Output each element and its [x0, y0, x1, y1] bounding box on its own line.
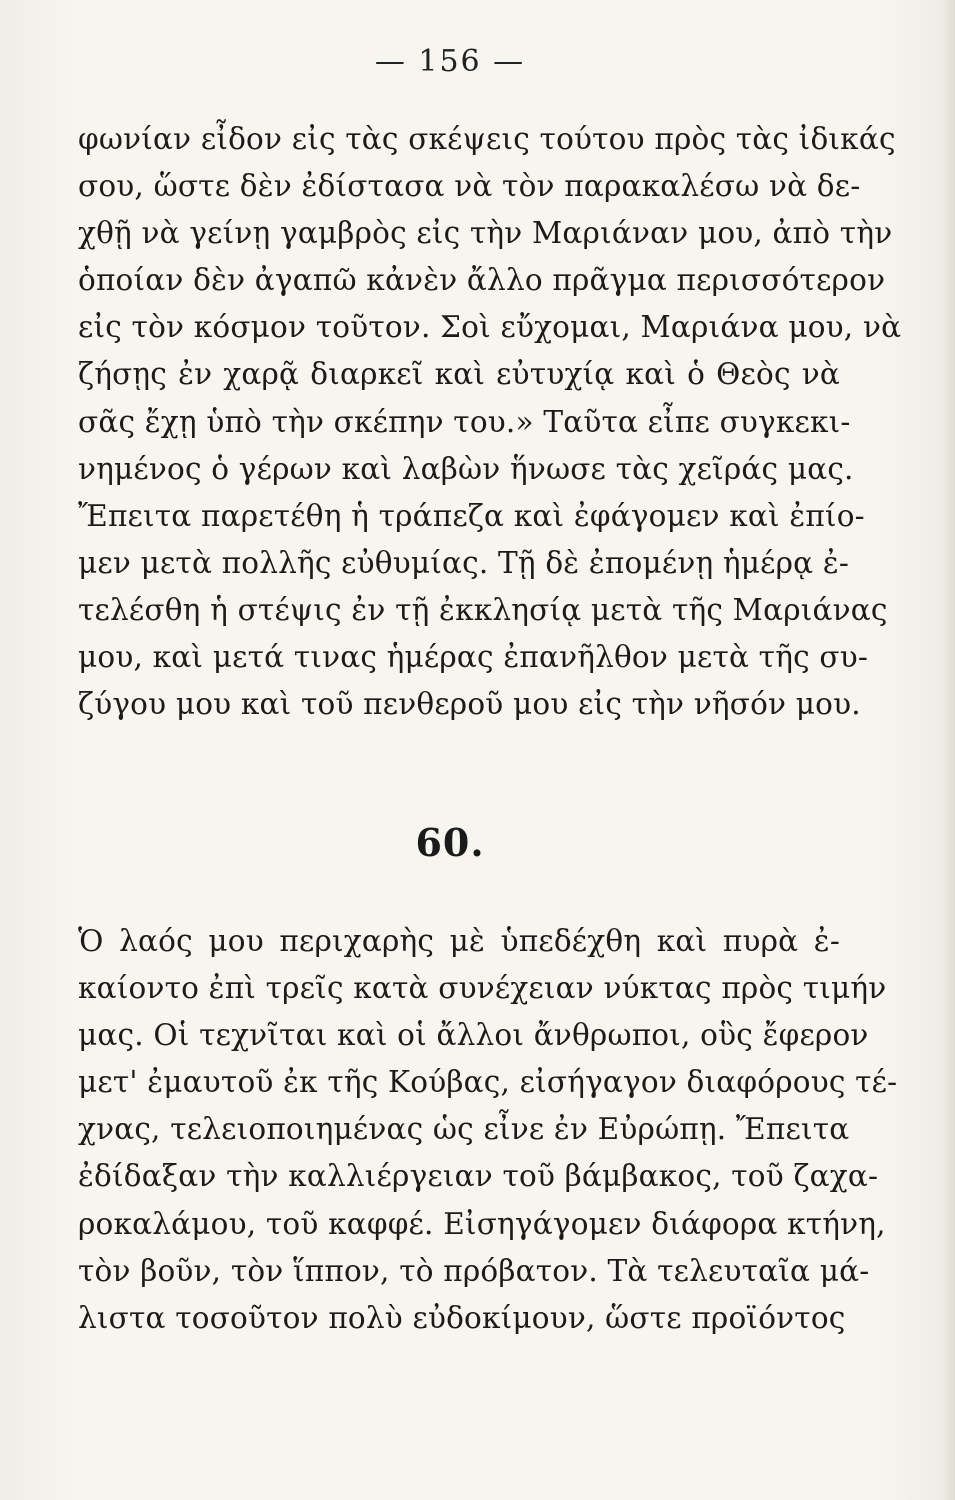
- text-line: ἐδίδαξαν τὴν καλλιέργειαν τοῦ βάμβακος, τοῦ ζαχα-: [78, 1159, 879, 1194]
- text-line: εἰς τὸν κόσμον τοῦτον. Σοὶ εὔχομαι, Μαριάνα μου, νὰ: [78, 310, 902, 345]
- section-heading: 60.: [415, 820, 485, 865]
- text-line: τελέσθη ἡ στέψις ἐν τῇ ἐκκλησίᾳ μετὰ τῆς Μαριάνας: [78, 592, 888, 627]
- text-line: Ὁ λαός μου περιχαρὴς μὲ ὑπεδέχθη καὶ πυρὰ ἐ-: [78, 924, 840, 958]
- page-edge-shadow: [941, 0, 955, 1500]
- paragraph-section-60: [78, 918, 898, 1342]
- text-line: τὸν βοῦν, τὸν ἵππον, τὸ πρόβατον. Τὰ τελευταῖα μά-: [78, 1253, 870, 1288]
- text-line: ὁποίαν δὲν ἀγαπῶ κἀνὲν ἄλλο πρᾶγμα περισσότερον: [78, 263, 886, 298]
- text-line: ζήσῃς ἐν χαρᾷ διαρκεῖ καὶ εὐτυχίᾳ καὶ ὁ Θεὸς νὰ: [78, 357, 840, 392]
- text-line: μετ' ἐμαυτοῦ ἐκ τῆς Κούβας, εἰσήγαγον διαφόρους τέ-: [78, 1065, 898, 1100]
- text-line: σᾶς ἔχῃ ὑπὸ τὴν σκέπην του.» Ταῦτα εἶπε συγκεκι-: [78, 404, 851, 439]
- paragraph-continued: [78, 116, 902, 728]
- text-line: σου, ὥστε δὲν ἐδίστασα νὰ τὸν παρακαλέσω νὰ δε-: [78, 169, 861, 204]
- text-line: καίοντο ἐπὶ τρεῖς κατὰ συνέχειαν νύκτας πρὸς τιμήν: [78, 971, 887, 1006]
- text-line: χνας, τελειοποιημένας ὡς εἶνε ἐν Εὐρώπῃ. Ἔπειτα: [78, 1112, 850, 1147]
- text-line: νημένος ὁ γέρων καὶ λαβὼν ἥνωσε τὰς χεῖράς μας.: [78, 451, 854, 486]
- text-line: ζύγου μου καὶ τοῦ πενθεροῦ μου εἰς τὴν νῆσόν μου.: [78, 687, 861, 722]
- text-line: Ἔπειτα παρετέθη ἡ τράπεζα καὶ ἐφάγομεν καὶ ἐπίο-: [78, 498, 865, 533]
- text-line: ροκαλάμου, τοῦ καφφέ. Εἰσηγάγομεν διάφορα κτήνη,: [78, 1206, 886, 1241]
- text-line: μου, καὶ μετά τινας ἡμέρας ἐπανῆλθον μετὰ τῆς συ-: [78, 640, 869, 675]
- text-line: φωνίαν εἶδον εἰς τὰς σκέψεις τούτου πρὸς τὰς ἰδικάς: [78, 122, 896, 156]
- text-line: μας. Οἱ τεχνῖται καὶ οἱ ἄλλοι ἄνθρωποι, οὓς ἔφερον: [78, 1018, 869, 1053]
- page-number: — 156 —: [374, 44, 526, 79]
- text-line: μεν μετὰ πολλῆς εὐθυμίας. Τῇ δὲ ἐπομένῃ ἡμέρᾳ ἐ-: [78, 545, 850, 580]
- text-line: χθῇ νὰ γείνῃ γαμβρὸς εἰς τὴν Μαριάναν μου, ἀπὸ τὴν: [78, 216, 893, 251]
- text-line: λιστα τοσοῦτον πολὺ εὐδοκίμουν, ὥστε προϊόντος: [78, 1300, 846, 1335]
